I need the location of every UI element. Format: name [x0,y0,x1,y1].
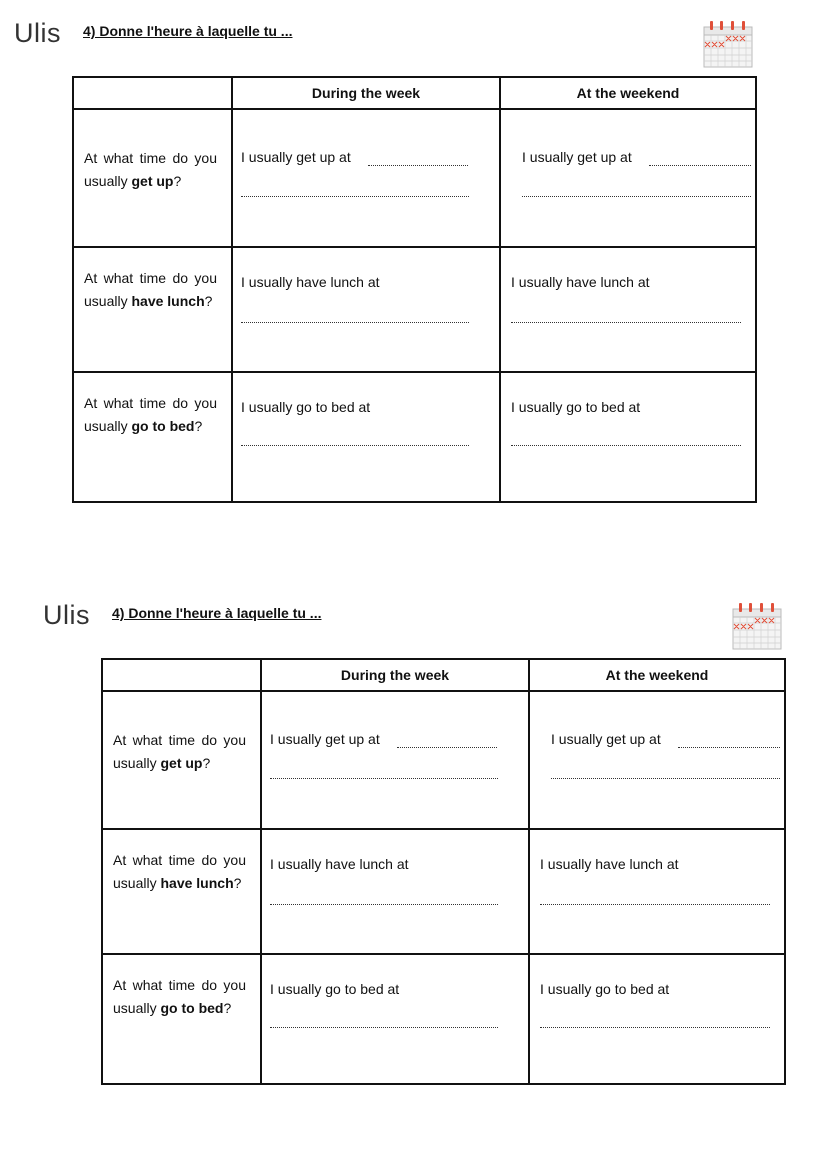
corner-cell [73,77,232,109]
answer-cell-week: I usually have lunch at [261,829,529,954]
answer-line[interactable] [540,1027,770,1028]
answer-cell-week: I usually get up at [232,109,500,247]
answer-cell-weekend: I usually get up at [529,691,785,829]
table-row [73,247,756,372]
schedule-table [101,658,786,1085]
ulis-label: Ulis [14,18,61,48]
question-cell: At what time do you usually have lunch? [73,247,232,372]
answer-cell-weekend: I usually get up at [500,109,756,247]
column-header-weekend: At the weekend [500,77,756,109]
answer-cell-weekend: I usually go to bed at [500,372,756,502]
answer-cell-weekend: I usually have lunch at [529,829,785,954]
answer-line[interactable] [270,904,498,905]
answer-line[interactable] [241,445,469,446]
ulis-label: Ulis [43,600,90,630]
answer-line[interactable] [649,165,751,166]
answer-cell-week: I usually have lunch at [232,247,500,372]
table-row [73,372,756,502]
answer-line[interactable] [511,322,741,323]
question-cell: At what time do you usually get up? [102,691,261,829]
answer-cell-week: I usually go to bed at [261,954,529,1084]
calendar-icon [731,601,783,651]
column-header-week: During the week [261,659,529,691]
answer-line[interactable] [678,747,780,748]
answer-line[interactable] [551,778,780,779]
exercise-title: 4) Donne l'heure à laquelle tu ... [83,23,293,39]
exercise-title: 4) Donne l'heure à laquelle tu ... [112,605,322,621]
column-header-week: During the week [232,77,500,109]
answer-line[interactable] [368,165,468,166]
column-header-weekend: At the weekend [529,659,785,691]
answer-line[interactable] [241,196,469,197]
question-cell: At what time do you usually get up? [73,109,232,247]
table-row [73,109,756,247]
answer-line[interactable] [511,445,741,446]
answer-line[interactable] [241,322,469,323]
table-row [102,829,785,954]
answer-line[interactable] [270,1027,498,1028]
answer-cell-week: I usually go to bed at [232,372,500,502]
question-cell: At what time do you usually go to bed? [73,372,232,502]
answer-cell-week: I usually get up at [261,691,529,829]
calendar-icon [702,19,754,69]
table-row [102,691,785,829]
schedule-table [72,76,757,503]
answer-line[interactable] [270,778,498,779]
table-row [102,954,785,1084]
answer-cell-weekend: I usually go to bed at [529,954,785,1084]
answer-cell-weekend: I usually have lunch at [500,247,756,372]
answer-line[interactable] [522,196,751,197]
corner-cell [102,659,261,691]
question-cell: At what time do you usually have lunch? [102,829,261,954]
question-cell: At what time do you usually go to bed? [102,954,261,1084]
answer-line[interactable] [540,904,770,905]
answer-line[interactable] [397,747,497,748]
